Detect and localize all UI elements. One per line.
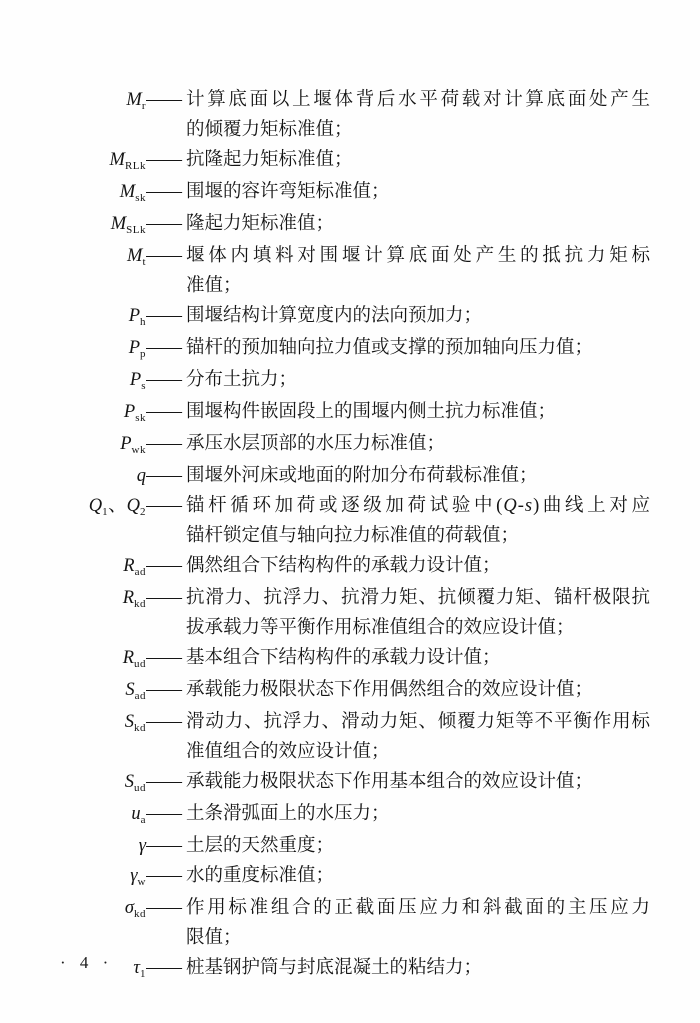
symbol-subscript: w bbox=[137, 876, 146, 888]
definition-dash: —— bbox=[146, 712, 181, 732]
symbol-letter: M bbox=[109, 150, 125, 170]
definition-text bbox=[186, 551, 650, 581]
symbol-subscript: ud bbox=[134, 658, 146, 670]
symbol-definition-entry bbox=[48, 675, 650, 707]
symbol-notation bbox=[48, 397, 146, 429]
definition-dash: —— bbox=[146, 836, 181, 856]
definition-line: 围堰的容许弯矩标准值； bbox=[186, 182, 390, 202]
definition-line: 基本组合下结构构件的承载力设计值； bbox=[186, 648, 501, 668]
definition-line: 作用标准组合的正截面压应力和斜截面的主压应力 bbox=[186, 898, 650, 918]
symbol-subscript: kd bbox=[134, 722, 146, 734]
definition-line: 锚杆循环加荷或逐级加荷试验中(Q-s)曲线上对应 bbox=[186, 496, 650, 516]
symbol-notation bbox=[48, 583, 146, 615]
symbol-letter: σ bbox=[124, 898, 134, 918]
symbol-definition-entry bbox=[48, 767, 650, 799]
symbol-notation bbox=[48, 767, 146, 799]
symbol-letter: γ bbox=[130, 866, 138, 886]
symbol-notation bbox=[48, 145, 146, 177]
symbol-notation bbox=[48, 429, 146, 461]
definition-dash: —— bbox=[146, 958, 181, 978]
symbol-definition-entry bbox=[48, 145, 650, 177]
symbol-definition-entry bbox=[48, 209, 650, 241]
definition-dash: —— bbox=[146, 898, 181, 918]
definition-text bbox=[186, 209, 650, 239]
definition-line: 围堰结构计算宽度内的法向预加力； bbox=[186, 306, 483, 326]
symbol-notation bbox=[48, 831, 146, 861]
symbol-definition-entry bbox=[48, 365, 650, 397]
symbol-definition-entry bbox=[48, 893, 650, 953]
symbol-letter: M bbox=[126, 90, 142, 110]
definition-dash: —— bbox=[146, 772, 181, 792]
definition-dash: —— bbox=[146, 246, 181, 266]
definition-text bbox=[186, 491, 650, 551]
symbol-definition-entry bbox=[48, 831, 650, 861]
symbol-letter: P bbox=[120, 434, 132, 454]
definition-dash: —— bbox=[146, 370, 181, 390]
definition-text bbox=[186, 241, 650, 301]
definition-text bbox=[186, 799, 650, 829]
symbol-definition-entry bbox=[48, 241, 650, 301]
symbol-notation bbox=[48, 707, 146, 739]
symbol-letter: P bbox=[123, 402, 136, 422]
symbol-subscript: sk bbox=[135, 412, 146, 424]
definition-line: 的倾覆力矩标准值； bbox=[186, 120, 353, 140]
symbol-definition-entry bbox=[48, 861, 650, 893]
symbol-subscript: ad bbox=[134, 690, 146, 702]
definition-text bbox=[186, 707, 650, 767]
symbol-notation bbox=[48, 675, 146, 707]
definition-text bbox=[186, 85, 650, 145]
symbol-letter: τ bbox=[133, 958, 140, 978]
definition-text bbox=[186, 893, 650, 953]
definition-line: 隆起力矩标准值； bbox=[186, 214, 335, 234]
symbol-letter: S bbox=[124, 712, 134, 732]
symbol-definition-entry bbox=[48, 551, 650, 583]
definition-line: 土层的天然重度； bbox=[186, 836, 335, 856]
symbol-subscript: sk bbox=[135, 192, 146, 204]
symbol-subscript: SLk bbox=[126, 224, 146, 236]
symbol-definition-entry bbox=[48, 429, 650, 461]
definition-dash: —— bbox=[146, 466, 181, 486]
definition-dash: —— bbox=[146, 804, 181, 824]
definition-line: 偶然组合下结构构件的承载力设计值； bbox=[186, 556, 501, 576]
definition-text bbox=[186, 301, 650, 331]
symbol-notation bbox=[48, 333, 146, 365]
symbol-notation bbox=[48, 177, 146, 209]
symbol-definition-list bbox=[48, 85, 650, 985]
definition-dash: —— bbox=[146, 496, 181, 516]
definition-line: 围堰外河床或地面的附加分布荷载标准值； bbox=[186, 466, 538, 486]
definition-dash: —— bbox=[146, 306, 181, 326]
definition-dash: —— bbox=[146, 338, 181, 358]
symbol-subscript: 2 bbox=[140, 506, 146, 518]
definition-text bbox=[186, 365, 650, 395]
definition-text bbox=[186, 953, 650, 983]
symbol-notation bbox=[48, 85, 146, 117]
symbol-letter: P bbox=[129, 370, 142, 390]
symbol-letter: M bbox=[127, 246, 143, 266]
symbol-letter: R bbox=[122, 588, 134, 608]
symbol-subscript: s bbox=[141, 380, 146, 392]
definition-line: 准值组合的效应设计值； bbox=[186, 742, 390, 762]
definition-text bbox=[186, 583, 650, 643]
symbol-subscript: kd bbox=[134, 908, 146, 920]
definition-text bbox=[186, 675, 650, 705]
definition-text bbox=[186, 643, 650, 673]
definition-dash: —— bbox=[146, 150, 181, 170]
symbol-notation bbox=[48, 551, 146, 583]
symbol-notation bbox=[48, 799, 146, 831]
symbol-definition-entry bbox=[48, 643, 650, 675]
symbol-notation bbox=[48, 643, 146, 675]
symbol-notation bbox=[48, 861, 146, 893]
symbol-subscript: kd bbox=[134, 598, 146, 610]
definition-dash: —— bbox=[146, 402, 181, 422]
symbol-letter: M bbox=[110, 214, 127, 234]
definition-line: 承压水层顶部的水压力标准值； bbox=[186, 434, 446, 454]
definition-dash: —— bbox=[146, 90, 181, 110]
definition-text bbox=[186, 397, 650, 427]
symbol-subscript: RLk bbox=[124, 160, 146, 172]
definition-line: 分布土抗力； bbox=[186, 370, 298, 390]
definition-line: 准值； bbox=[186, 276, 242, 296]
symbol-definition-entry bbox=[48, 491, 650, 551]
definition-line: 桩基钢护筒与封底混凝土的粘结力； bbox=[186, 958, 483, 978]
definition-line: 承载能力极限状态下作用偶然组合的效应设计值； bbox=[186, 680, 594, 700]
symbol-definition-entry bbox=[48, 397, 650, 429]
inline-symbol: Q bbox=[503, 496, 517, 516]
symbol-notation bbox=[48, 301, 146, 333]
symbol-definition-entry bbox=[48, 177, 650, 209]
definition-text bbox=[186, 177, 650, 207]
symbol-subscript: a bbox=[140, 814, 146, 826]
definition-line: 锚杆的预加轴向拉力值或支撑的预加轴向压力值； bbox=[186, 338, 594, 358]
symbol-subscript: ad bbox=[134, 566, 146, 578]
symbol-notation bbox=[48, 241, 146, 273]
symbol-subscript: wk bbox=[131, 444, 146, 456]
symbol-letter: u bbox=[131, 804, 141, 824]
definition-line: 围堰构件嵌固段上的围堰内侧土抗力标准值； bbox=[186, 402, 557, 422]
definition-line: 承载能力极限状态下作用基本组合的效应设计值； bbox=[186, 772, 594, 792]
symbol-subscript: t bbox=[142, 256, 146, 268]
symbol-notation bbox=[48, 209, 146, 241]
symbol-notation bbox=[48, 365, 146, 397]
definition-line: 抗滑力、抗浮力、抗滑力矩、抗倾覆力矩、锚杆极限抗 bbox=[186, 588, 650, 608]
definition-text bbox=[186, 145, 650, 175]
symbol-letter: S bbox=[125, 680, 135, 700]
symbol-definition-entry bbox=[48, 333, 650, 365]
symbol-definition-entry bbox=[48, 301, 650, 333]
symbol-letter: Q bbox=[126, 496, 140, 516]
symbol-letter: R bbox=[122, 648, 134, 668]
definition-dash: —— bbox=[146, 680, 181, 700]
symbol-letter: P bbox=[128, 338, 140, 358]
definition-dash: —— bbox=[146, 556, 181, 576]
definition-dash: —— bbox=[146, 182, 181, 202]
definition-text bbox=[186, 429, 650, 459]
symbol-definition-entry bbox=[48, 583, 650, 643]
inline-symbol: s bbox=[524, 496, 533, 516]
definition-text bbox=[186, 333, 650, 363]
symbol-definition-entry bbox=[48, 461, 650, 491]
definition-dash: —— bbox=[146, 434, 181, 454]
definition-line: 土条滑弧面上的水压力； bbox=[186, 804, 390, 824]
definition-dash: —— bbox=[146, 214, 181, 234]
page-number: · 4 · bbox=[60, 953, 114, 972]
definition-dash: —— bbox=[146, 648, 181, 668]
definition-text bbox=[186, 861, 650, 891]
symbol-letter: 、 bbox=[108, 496, 127, 516]
symbol-letter: S bbox=[124, 772, 134, 792]
definition-text bbox=[186, 831, 650, 861]
symbol-notation bbox=[48, 491, 146, 523]
symbol-definition-entry bbox=[48, 799, 650, 831]
symbol-definition-entry bbox=[48, 953, 650, 985]
definition-line: 堰体内填料对围堰计算底面处产生的抵抗力矩标 bbox=[186, 246, 650, 266]
symbol-definition-entry bbox=[48, 707, 650, 767]
definition-text bbox=[186, 461, 650, 491]
definition-dash: —— bbox=[146, 588, 181, 608]
definition-line: 滑动力、抗浮力、滑动力矩、倾覆力矩等不平衡作用标 bbox=[186, 712, 650, 732]
symbol-letter: R bbox=[123, 556, 135, 576]
definition-line: 抗隆起力矩标准值； bbox=[186, 150, 353, 170]
symbol-subscript: r bbox=[141, 100, 146, 112]
symbol-subscript: 1 bbox=[102, 506, 109, 518]
symbol-subscript: 1 bbox=[140, 968, 146, 980]
symbol-letter: γ bbox=[138, 836, 146, 856]
symbol-notation bbox=[48, 461, 146, 491]
definition-line: 水的重度标准值； bbox=[186, 866, 335, 886]
symbol-letter: Q bbox=[88, 496, 103, 516]
symbol-subscript: h bbox=[140, 316, 146, 328]
definition-text bbox=[186, 767, 650, 797]
symbol-subscript: ud bbox=[134, 782, 146, 794]
symbol-letter: P bbox=[128, 306, 140, 326]
definition-line: 计算底面以上堰体背后水平荷载对计算底面处产生 bbox=[186, 90, 650, 110]
symbol-subscript: p bbox=[140, 348, 146, 360]
definition-line: 锚杆锁定值与轴向拉力标准值的荷载值； bbox=[186, 526, 520, 546]
definition-line: 限值； bbox=[186, 928, 242, 948]
symbol-letter: M bbox=[119, 182, 136, 202]
definition-dash: —— bbox=[146, 866, 181, 886]
symbol-notation bbox=[48, 893, 146, 925]
symbol-letter: q bbox=[136, 466, 146, 486]
definition-line: 拔承载力等平衡作用标准值组合的效应设计值； bbox=[186, 618, 575, 638]
symbol-definition-entry bbox=[48, 85, 650, 145]
